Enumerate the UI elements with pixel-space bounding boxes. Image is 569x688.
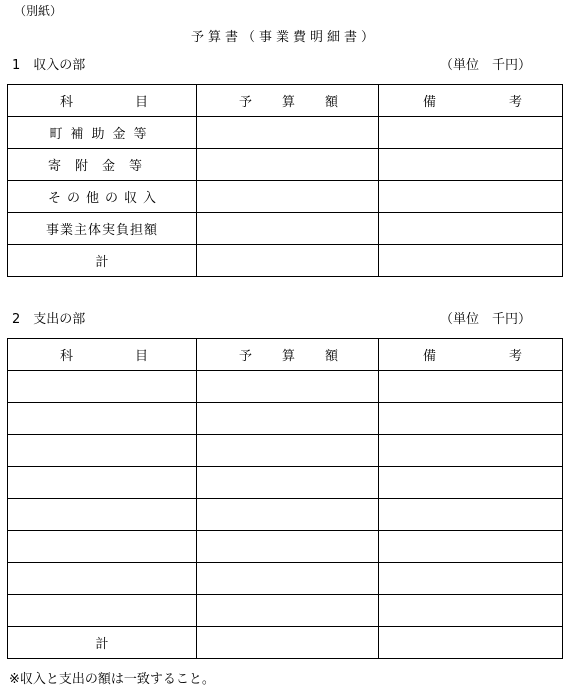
expense-remarks-cell[interactable] — [379, 435, 563, 467]
expense-row-label[interactable] — [8, 499, 197, 531]
expense-remarks-cell[interactable] — [379, 371, 563, 403]
expense-remarks-cell[interactable] — [379, 499, 563, 531]
income-budget-cell[interactable] — [197, 213, 379, 245]
expense-unit-label: （単位 千円） — [440, 312, 532, 327]
expense-row-label[interactable] — [8, 435, 197, 467]
income-header-subject-char-2: 目 — [134, 95, 148, 110]
expense-row — [8, 499, 563, 531]
expense-header-budget — [197, 339, 379, 371]
expense-row — [8, 371, 563, 403]
income-header-remarks-char-2: 考 — [508, 95, 522, 110]
income-total-remarks-cell[interactable] — [379, 245, 563, 277]
expense-budget-cell[interactable] — [197, 435, 379, 467]
expense-budget-cell[interactable] — [197, 563, 379, 595]
expense-remarks-cell[interactable] — [379, 531, 563, 563]
expense-row — [8, 531, 563, 563]
expense-row-label[interactable] — [8, 531, 197, 563]
expense-header-remarks — [379, 339, 563, 371]
income-table — [7, 84, 563, 277]
expense-header-subject-char-1: 科 — [60, 349, 74, 364]
expense-row — [8, 435, 563, 467]
expense-header-remarks-char-2: 考 — [508, 349, 522, 364]
expense-budget-cell[interactable] — [197, 595, 379, 627]
income-header-subject — [8, 85, 197, 117]
document-title: 予算書（事業費明細書） — [190, 30, 378, 45]
income-row-label: 町補助金等 — [8, 117, 197, 149]
expense-section-heading: 2 支出の部 — [12, 312, 86, 327]
expense-total-label: 計 — [8, 627, 197, 659]
expense-remarks-cell[interactable] — [379, 403, 563, 435]
income-header-budget-char-3: 額 — [324, 95, 338, 110]
expense-header-row — [8, 339, 563, 371]
income-remarks-cell[interactable] — [379, 181, 563, 213]
expense-total-row — [8, 627, 563, 659]
footnote: ※収入と支出の額は一致すること。 — [9, 672, 215, 687]
income-header-row — [8, 85, 563, 117]
expense-budget-cell[interactable] — [197, 403, 379, 435]
expense-budget-cell[interactable] — [197, 371, 379, 403]
income-row-label: 寄附金等 — [8, 149, 197, 181]
income-row-label: その他の収入 — [8, 181, 197, 213]
income-header-remarks-char-1: 備 — [423, 95, 437, 110]
expense-row-label[interactable] — [8, 595, 197, 627]
income-budget-cell[interactable] — [197, 117, 379, 149]
expense-remarks-cell[interactable] — [379, 563, 563, 595]
expense-header-remarks-char-1: 備 — [423, 349, 437, 364]
expense-remarks-cell[interactable] — [379, 595, 563, 627]
income-header-budget — [197, 85, 379, 117]
income-unit-label: （単位 千円） — [440, 58, 532, 73]
income-row — [8, 213, 563, 245]
expense-row — [8, 563, 563, 595]
expense-header-budget-char-1: 予 — [239, 349, 253, 364]
income-remarks-cell[interactable] — [379, 213, 563, 245]
expense-remarks-cell[interactable] — [379, 467, 563, 499]
expense-total-remarks-cell[interactable] — [379, 627, 563, 659]
income-total-budget-cell[interactable] — [197, 245, 379, 277]
income-header-subject-char-1: 科 — [60, 95, 74, 110]
income-header-remarks — [379, 85, 563, 117]
income-row — [8, 149, 563, 181]
income-remarks-cell[interactable] — [379, 117, 563, 149]
income-total-row — [8, 245, 563, 277]
income-remarks-cell[interactable] — [379, 149, 563, 181]
income-section-heading: 1 収入の部 — [12, 58, 86, 73]
expense-row-label[interactable] — [8, 467, 197, 499]
income-row-label: 事業主体実負担額 — [8, 213, 197, 245]
expense-row-label[interactable] — [8, 563, 197, 595]
expense-table — [7, 338, 563, 659]
expense-header-subject-char-2: 目 — [134, 349, 148, 364]
income-budget-cell[interactable] — [197, 181, 379, 213]
income-header-budget-char-1: 予 — [239, 95, 253, 110]
income-row — [8, 181, 563, 213]
expense-row — [8, 403, 563, 435]
expense-budget-cell[interactable] — [197, 531, 379, 563]
expense-total-budget-cell[interactable] — [197, 627, 379, 659]
income-total-label: 計 — [8, 245, 197, 277]
income-header-budget-char-2: 算 — [281, 95, 295, 110]
expense-row — [8, 595, 563, 627]
expense-header-budget-char-3: 額 — [324, 349, 338, 364]
income-budget-cell[interactable] — [197, 149, 379, 181]
expense-row-label[interactable] — [8, 403, 197, 435]
expense-row — [8, 467, 563, 499]
annex-label: （別紙） — [14, 4, 63, 18]
expense-budget-cell[interactable] — [197, 499, 379, 531]
income-row — [8, 117, 563, 149]
expense-budget-cell[interactable] — [197, 467, 379, 499]
expense-row-label[interactable] — [8, 371, 197, 403]
expense-header-budget-char-2: 算 — [281, 349, 295, 364]
expense-header-subject — [8, 339, 197, 371]
